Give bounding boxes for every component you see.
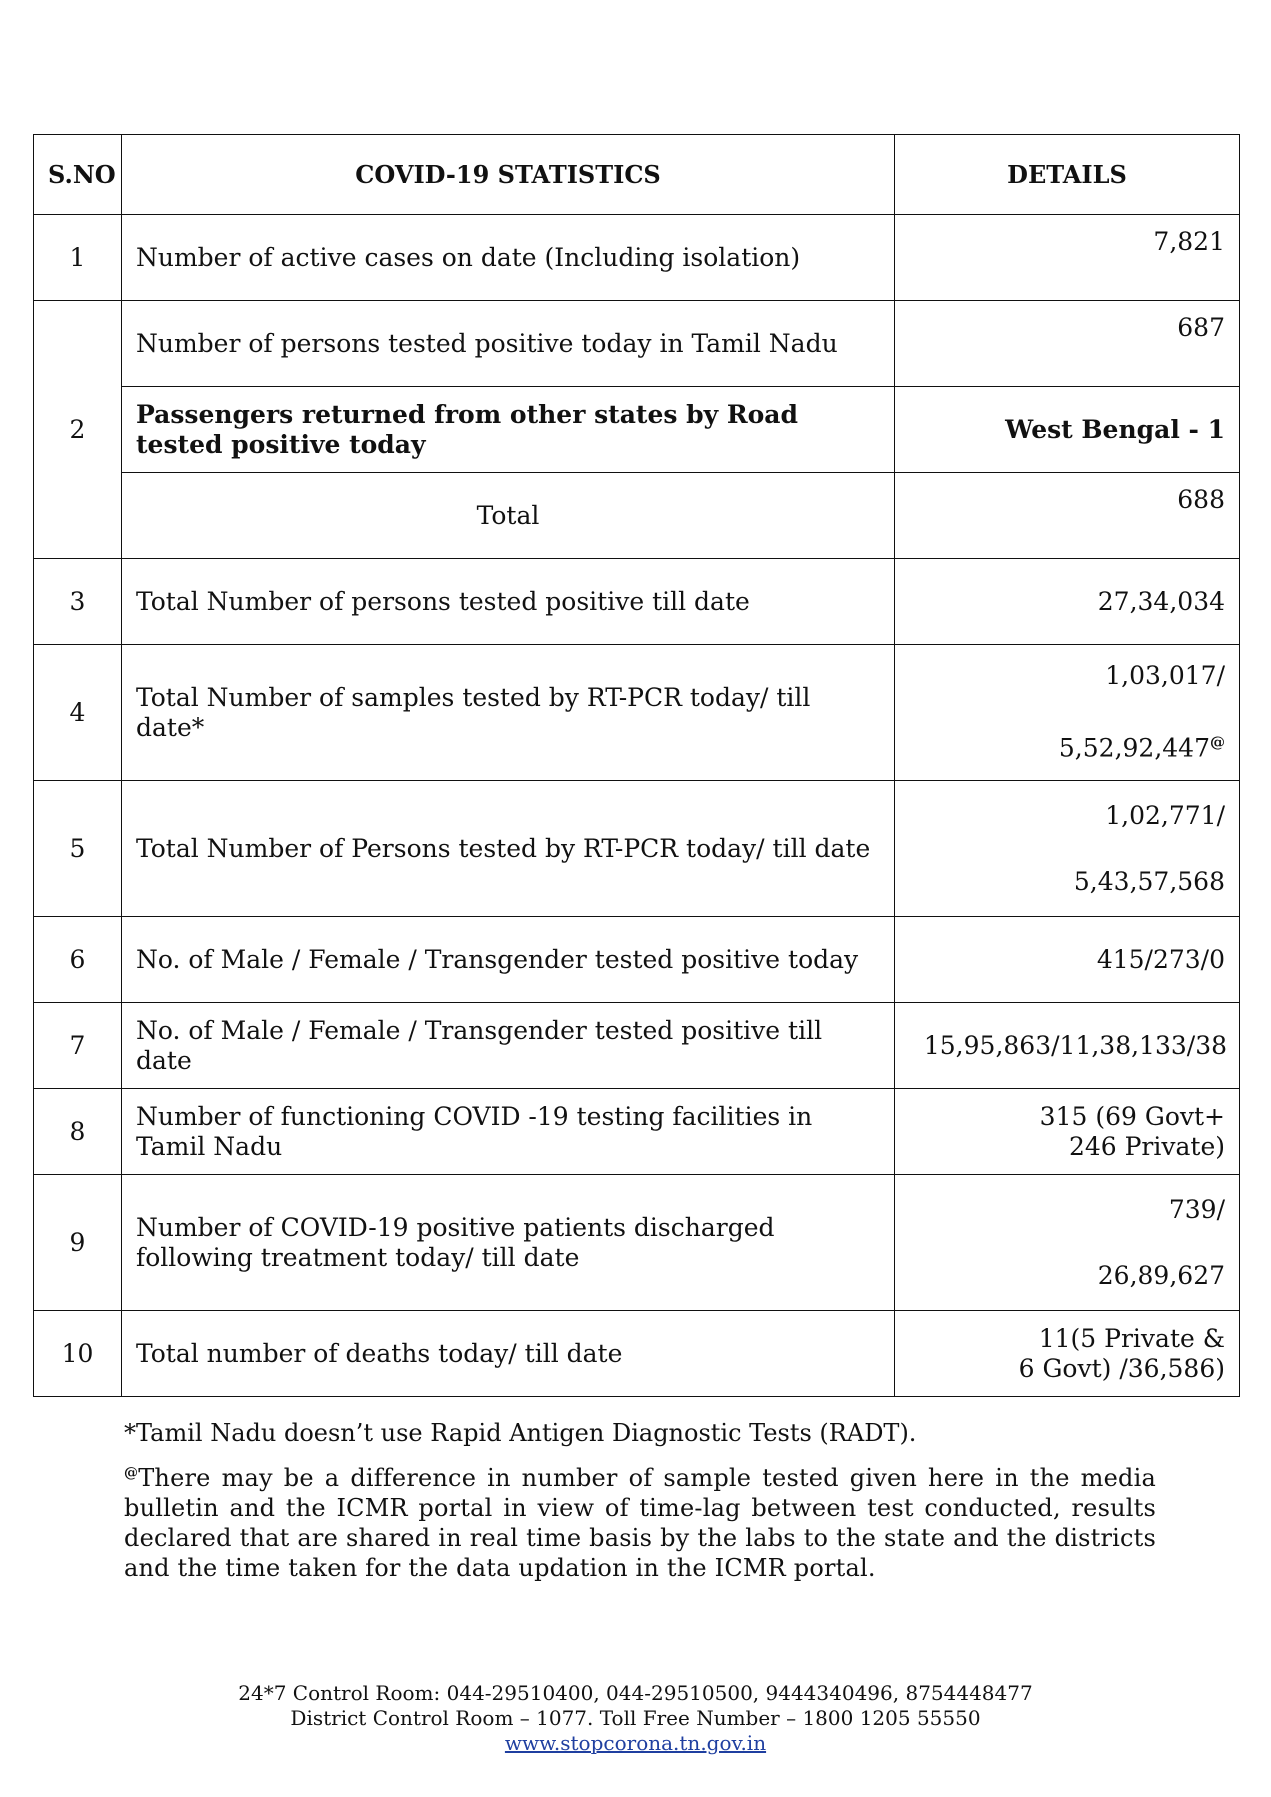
row-sno: 2: [34, 301, 122, 559]
row-sno: 3: [34, 559, 122, 645]
footnote-icmr-text: There may be a difference in number of sample tested given here in the media bulletin and the ICMR portal in view of time-lag between test conducted, results declared that are shared in real time basis by the labs to the state and the districts and the time taken for the data updation in the ICMR portal.: [124, 1464, 1156, 1582]
row-detail: 15,95,863/11,38,133/38: [895, 1003, 1240, 1089]
row-detail: 415/273/0: [895, 917, 1240, 1003]
website-link[interactable]: www.stopcorona.tn.gov.in: [504, 1731, 767, 1755]
detail-line-2: 246 Private): [1068, 1131, 1225, 1161]
table-row: [34, 1003, 1240, 1089]
row-description: Number of COVID-19 positive patients discharged following treatment today/ till date: [122, 1175, 895, 1311]
footnotes: [124, 1418, 1156, 1583]
table-row: [34, 781, 1240, 917]
contact-footer: [0, 1681, 1271, 1756]
table-header-row: [34, 135, 1240, 215]
detail-till-date: 5,43,57,568: [1073, 866, 1225, 896]
header-details: DETAILS: [895, 135, 1240, 215]
table-row: [34, 1311, 1240, 1397]
row-detail: [895, 1089, 1240, 1175]
row-detail: 687: [895, 301, 1240, 387]
row-detail: West Bengal - 1: [895, 387, 1240, 473]
row-description-total: Total: [122, 473, 895, 559]
row-sno: 6: [34, 917, 122, 1003]
detail-line-1: 315 (69 Govt+: [1039, 1101, 1225, 1131]
row-detail: [895, 1175, 1240, 1311]
detail-line-2: 6 Govt) /36,586): [1018, 1353, 1225, 1383]
footnote-radt: *Tamil Nadu doesn’t use Rapid Antigen Diagnostic Tests (RADT).: [124, 1419, 917, 1447]
row-description: Number of functioning COVID -19 testing facilities in Tamil Nadu: [122, 1089, 895, 1175]
row-description: Passengers returned from other states by Road tested positive today: [122, 387, 895, 473]
row-description: Total number of deaths today/ till date: [122, 1311, 895, 1397]
row-description: No. of Male / Female / Transgender tested positive today: [122, 917, 895, 1003]
row-detail: 7,821: [895, 215, 1240, 301]
district-control-room: District Control Room – 1077. Toll Free Number – 1800 1205 55550: [290, 1706, 981, 1730]
table-row: [34, 645, 1240, 781]
row-detail: [895, 1311, 1240, 1397]
table-row: [34, 559, 1240, 645]
row-sno: 10: [34, 1311, 122, 1397]
control-room-numbers: 24*7 Control Room: 044-29510400, 044-29510500, 9444340496, 8754448477: [238, 1681, 1033, 1705]
row-description: Total Number of Persons tested by RT-PCR today/ till date: [122, 781, 895, 917]
detail-till-date: 26,89,627: [1097, 1260, 1225, 1290]
row-detail: [895, 645, 1240, 781]
detail-line-1: 11(5 Private &: [1038, 1323, 1225, 1353]
table-row: [34, 473, 1240, 559]
detail-today: 1,03,017/: [1105, 661, 1225, 691]
header-statistics: COVID-19 STATISTICS: [122, 135, 895, 215]
table-row: [34, 917, 1240, 1003]
table-row: [34, 215, 1240, 301]
row-sno: 1: [34, 215, 122, 301]
row-detail: 688: [895, 473, 1240, 559]
row-sno: 7: [34, 1003, 122, 1089]
row-sno: 9: [34, 1175, 122, 1311]
row-detail: [895, 781, 1240, 917]
table-row: [34, 1175, 1240, 1311]
detail-today: 1,02,771/: [1105, 800, 1225, 830]
covid-statistics-table: [33, 134, 1240, 1397]
row-description: Number of active cases on date (Including isolation): [122, 215, 895, 301]
table-row: [34, 301, 1240, 387]
footnote-icmr: [124, 1458, 1156, 1583]
row-description: No. of Male / Female / Transgender tested positive till date: [122, 1003, 895, 1089]
row-sno: 5: [34, 781, 122, 917]
row-sno: 4: [34, 645, 122, 781]
row-description: Total Number of persons tested positive till date: [122, 559, 895, 645]
at-footnote-mark: @: [1210, 733, 1225, 752]
table-row: [34, 387, 1240, 473]
row-sno: 8: [34, 1089, 122, 1175]
table-row: [34, 1089, 1240, 1175]
row-detail: 27,34,034: [895, 559, 1240, 645]
row-description: Number of persons tested positive today in Tamil Nadu: [122, 301, 895, 387]
header-sno: S.NO: [34, 135, 122, 215]
detail-till-date: 5,52,92,447: [1058, 733, 1210, 763]
detail-today: 739/: [1168, 1194, 1225, 1224]
row-description: Total Number of samples tested by RT-PCR today/ till date*: [122, 645, 895, 781]
at-footnote-mark: @: [124, 1465, 139, 1481]
